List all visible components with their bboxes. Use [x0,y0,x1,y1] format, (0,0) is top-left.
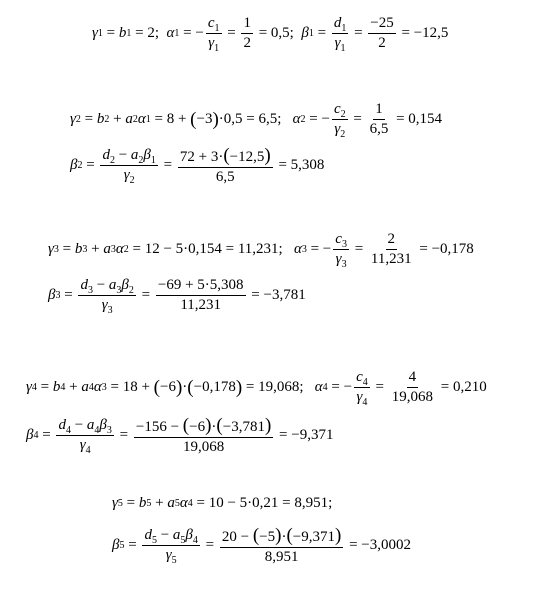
equals-minus-text: = − [327,379,353,395]
step-5-line-2: β 5 = $\frac{d_5 - a_5\beta_4}{\gamma_5}$ = $\frac{20 - (-5)\cdot(-9,371)}{8,951}$ = −3,0002 [112,525,412,566]
fraction-denominator [100,296,115,316]
b-symbol: b [96,111,105,127]
value-text: = 0,154 [392,111,443,127]
gamma-symbol: γ [356,389,363,405]
value-text: = 12 − 5·0,154 = 11,231; [128,241,294,257]
fraction-denominator [332,120,347,140]
open-paren: ( [216,415,223,436]
fraction [368,16,395,51]
gamma-symbol: γ [79,437,86,453]
alpha-symbol: α [93,379,102,395]
value-text: −3 [196,111,213,127]
gamma-symbol: γ [112,495,118,511]
gamma-symbol: γ [165,547,172,563]
value-text: 20 − [221,529,253,545]
close-paren: ) [335,525,342,546]
close-paren: ) [235,377,243,398]
equals-text: = [350,25,367,41]
fraction-numerator [100,148,157,166]
fraction-denominator [206,34,221,54]
d-symbol: d [80,277,88,293]
fraction-denominator: 11,231 [180,297,222,313]
value-text: ·0,5 = 6,5; [218,111,293,127]
value-text: = −9,371 [275,427,334,443]
step-4-line-2: β 4 = $\frac{d_4 - a_4\beta_3}{\gamma_4}$ = $\frac{-156 - (-6)\cdot(-3,781)}{19,068}$ = −9,371 [26,415,334,456]
step-2-line-2: β 2 = $\frac{d_2 - a_2\beta_1}{\gamma_2}$ = $\frac{72 + 3\cdot(-12,5)}{6,5}$ = 5,308 [70,145,325,186]
fraction-numerator: 1 [241,16,253,34]
beta-symbol: β [70,157,78,173]
subscript: 2 [138,155,144,166]
subscript: 1 [214,23,220,34]
fraction [78,277,135,316]
fraction-denominator [334,250,349,270]
a-symbol: a [108,277,117,293]
value-text: −9,371 [292,529,336,545]
equals-text: = [115,427,132,443]
d-symbol: d [333,15,342,31]
gamma-symbol: γ [26,379,32,395]
fraction [332,15,349,54]
equals-minus-text: = − [306,241,332,257]
fraction-numerator [134,416,273,438]
open-paren: ( [182,415,190,436]
value-text: 72 + 3· [179,149,224,165]
fraction-numerator: −25 [368,16,395,34]
fraction-denominator: 8,951 [264,549,299,565]
fraction-denominator [122,166,137,186]
subscript: 5 [180,535,186,546]
b-symbol: b [138,495,147,511]
fraction-denominator [78,436,93,456]
fraction [56,417,113,456]
fraction-numerator [206,16,222,34]
beta-symbol: β [48,287,56,303]
close-paren: ) [264,145,271,166]
step-3-line-1: γ 3 = b 3 + a 3 α 2 = 12 − 5·0,154 = 11,231; α 3 = − $\frac{c_3}{\gamma_3}$ = $\frac{2}{11,231}$ = −0,178 [48,231,474,270]
fraction-denominator [164,546,179,566]
b-symbol: b [118,25,127,41]
equals-text: = [137,287,154,303]
subscript: 2 [340,109,346,120]
fraction-numerator [333,232,349,250]
fraction [368,102,391,137]
subscript: 4 [94,425,100,436]
plus-text: + [87,241,104,257]
minus-text: − [114,147,131,163]
equals-text: = [159,157,176,173]
fraction-denominator: 11,231 [370,251,412,267]
equals-text: = [82,157,99,173]
fraction-numerator: 2 [386,232,398,250]
equals-text: = [60,287,77,303]
close-paren: ) [212,109,219,130]
a-symbol: a [172,527,181,543]
fraction [220,526,343,565]
value-text: = −12,5 [397,25,449,41]
d-symbol: d [58,417,66,433]
b-symbol: b [52,379,61,395]
subscript: 1 [150,155,156,166]
subscript: 4 [192,535,198,546]
step-5-line-1: γ 5 = b 5 + a 5 α 4 = 10 − 5·0,21 = 8,951; [112,495,333,511]
close-paren: ) [175,377,183,398]
a-symbol: a [130,147,139,163]
beta-symbol: β [301,25,309,41]
value-text: −0,178 [193,379,236,395]
fraction [178,146,273,185]
fraction-numerator [178,146,273,168]
value-text: = 10 − 5·0,21 = 8,951; [192,495,333,511]
value-text: = −0,178 [415,241,474,257]
value-text: −12,5 [229,149,265,165]
fraction-numerator [220,526,343,548]
subscript: 2 [340,129,346,140]
fraction-denominator [354,388,369,408]
subscript: 1 [340,43,346,54]
fraction [142,527,199,566]
alpha-symbol: α [179,495,188,511]
equals-text: = [58,241,75,257]
alpha-symbol: α [115,241,124,257]
plus-text: + [109,111,126,127]
fraction-denominator: 2 [378,35,386,51]
fraction [332,101,348,140]
c-symbol: c [333,101,341,117]
subscript: 2 [128,285,134,296]
alpha-symbol: α [137,111,146,127]
open-paren: ( [153,377,160,398]
subscript: 3 [116,285,122,296]
equals-text: = [124,537,141,553]
fraction-numerator [142,528,199,546]
equals-text: = [201,537,218,553]
subscript: 2 [129,175,135,186]
equals-text: = [122,495,139,511]
equals-minus-text: = − [305,111,330,127]
d-symbol: d [102,147,110,163]
equals-text: = [80,111,97,127]
value-text: = 19,068; [242,379,315,395]
subscript: 1 [214,43,220,54]
fraction [206,15,222,54]
beta-symbol: β [185,527,193,543]
fraction-numerator: 4 [407,370,419,388]
c-symbol: c [356,369,363,385]
beta-symbol: β [112,537,120,553]
minus-text: − [156,527,173,543]
d-symbol: d [144,527,152,543]
equals-text: = [102,25,119,41]
a-symbol: a [167,495,175,511]
equals-text: = [350,241,367,257]
fraction-numerator: 1 [373,102,385,120]
gamma-symbol: γ [101,297,108,313]
gamma-symbol: γ [334,35,341,51]
fraction [100,147,157,186]
subscript: 4 [65,425,71,436]
value-text: −156 − [135,419,183,435]
fraction [241,16,253,51]
fraction-numerator [332,16,349,34]
alpha-symbol: α [292,111,301,127]
equals-text: = [313,25,330,41]
value-text: −5 [259,529,276,545]
subscript: 3 [341,239,347,250]
fraction [354,369,370,408]
subscript: 3 [106,425,112,436]
a-symbol: a [81,379,89,395]
close-paren: ) [205,415,212,436]
value-text: = 8 + [150,111,191,127]
subscript: 5 [171,555,177,566]
fraction-numerator: −69 + 5·5,308 [156,278,246,296]
subscript: 3 [341,259,347,270]
subscript: 4 [362,397,368,408]
equals-text: = [223,25,240,41]
fraction-denominator [333,34,348,54]
c-symbol: c [207,15,215,31]
gamma-symbol: γ [123,167,130,183]
equals-minus-text: = − [179,25,204,41]
plus-text: + [151,495,168,511]
fraction [134,416,273,455]
c-symbol: c [335,231,342,247]
fraction-denominator: 6,5 [215,169,235,185]
gamma-symbol: γ [70,111,76,127]
gamma-symbol: γ [335,251,342,267]
value-text: = 0,5; [254,25,302,41]
alpha-symbol: α [166,25,175,41]
value-text: = −3,781 [247,287,306,303]
step-2-line-1: γ 2 = b 2 + a 2 α 1 = 8 + ( −3 ) ·0,5 = 6,5; α 2 = − $\frac{c_2}{\gamma_2}$ = $\frac{1}{6,5}$ = 0,154 [70,101,443,140]
beta-symbol: β [143,147,151,163]
subscript: 1 [341,23,347,34]
value-text: = 0,210 [436,379,487,395]
alpha-symbol: α [293,241,302,257]
subscript: 5 [151,535,157,546]
close-paren: ) [264,415,272,436]
beta-symbol: β [121,277,129,293]
gamma-symbol: γ [208,35,215,51]
open-paren: ( [252,525,260,546]
open-paren: ( [223,145,230,166]
subscript: 2 [109,155,115,166]
gamma-symbol: γ [92,25,98,41]
open-paren: ( [187,377,194,398]
beta-symbol: β [99,417,107,433]
b-symbol: b [74,241,83,257]
equals-text: = [38,427,55,443]
fraction [156,278,246,313]
minus-text: − [92,277,109,293]
fraction [390,370,435,405]
fraction [369,232,414,267]
fraction-denominator: 19,068 [391,389,433,405]
fraction-numerator [78,278,135,296]
close-paren: ) [275,525,282,546]
dot-text: · [281,529,287,545]
open-paren: ( [190,109,197,130]
fraction-denominator: 6,5 [369,121,389,137]
fraction [333,231,349,270]
gamma-symbol: γ [334,121,341,137]
alpha-symbol: α [314,379,323,395]
step-1-line-1: γ 1 = b 1 = 2; α 1 = − $\frac{c_1}{\gamma_1}$ = $\frac{1}{2}$ = 0,5; β 1 = $\frac{d_1}{\gamma_1}$ = $\frac{-25}{2}$ = −12,5 [92,15,449,54]
fraction-denominator: 19,068 [182,439,225,455]
a-symbol: a [103,241,111,257]
plus-text: + [65,379,82,395]
value-text: = 2; [131,25,167,41]
fraction-numerator [354,370,370,388]
step-4-line-1: γ 4 = b 4 + a 4 α 3 = 18 + ( −6 ) · ( −0,178 ) = 19,068; α 4 = − $\frac{c_4}{\gamma_4}$ = $\frac{4}{19,068}$ = 0,210 [26,369,487,408]
value-text: = 5,308 [274,157,325,173]
beta-symbol: β [26,427,34,443]
value-text: = −3,0002 [345,537,412,553]
value-text: −3,781 [222,419,265,435]
equals-text: = [371,379,388,395]
dot-text: · [211,419,217,435]
subscript: 3 [87,285,93,296]
fraction-numerator [56,418,113,436]
equals-text: = [349,111,366,127]
gamma-symbol: γ [48,241,54,257]
value-text: = 18 + [106,379,154,395]
subscript: 4 [362,377,368,388]
step-3-line-2: β 3 = $\frac{d_3 - a_3\beta_2}{\gamma_3}$ = $\frac{-69 + 5\cdot 5,308}{11,231}$ = −3,781 [48,277,306,316]
value-text: −6 [159,379,176,395]
fraction-denominator: 2 [243,35,251,51]
minus-text: − [70,417,87,433]
value-text: −6 [189,419,206,435]
subscript: 4 [85,445,91,456]
fraction-numerator [332,102,348,120]
a-symbol: a [125,111,133,127]
subscript: 3 [107,305,113,316]
dot-text: · [182,379,188,395]
equals-text: = [36,379,53,395]
a-symbol: a [86,417,95,433]
open-paren: ( [286,525,293,546]
